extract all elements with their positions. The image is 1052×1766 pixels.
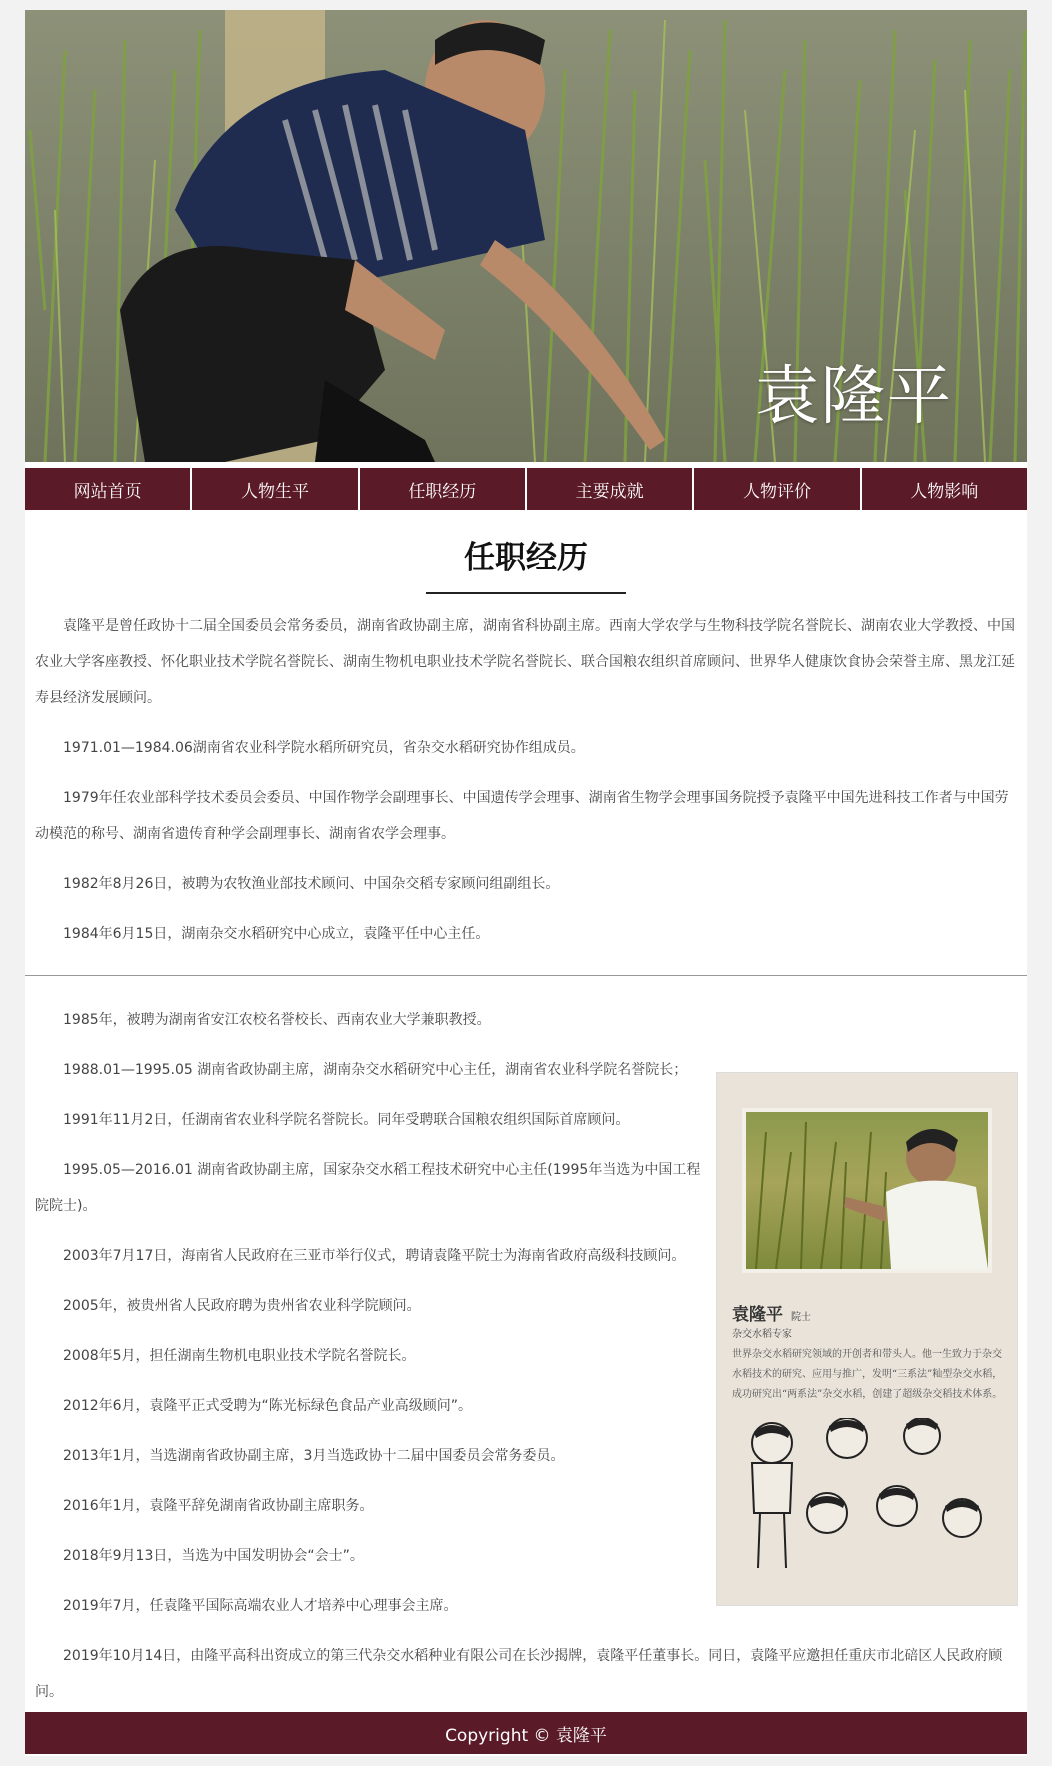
title-underline [426, 592, 626, 594]
poster-image [717, 1073, 1017, 1605]
paragraph: 2008年5月，担任湖南生物机电职业技术学院名誉院长。 [63, 1348, 416, 1364]
paragraph: 1985年，被聘为湖南省安江农校名誉校长、西南农业大学兼职教授。 [63, 1012, 491, 1028]
paragraph: 1995.05—2016.01 湖南省政协副主席，国家杂交水稻工程技术研究中心主任(1995年当选为中国工程院院士)。 [35, 1162, 701, 1214]
paragraph: 1984年6月15日，湖南杂交水稻研究中心成立，袁隆平任中心主任。 [63, 926, 490, 942]
career-intro-block [35, 608, 1017, 966]
nav-item-influence[interactable]: 人物影响 [862, 468, 1027, 510]
copyright-text: Copyright © 袁隆平 [445, 1725, 607, 1746]
paragraph: 1971.01—1984.06湖南省农业科学院水稻所研究员，省杂交水稻研究协作组成员。 [63, 740, 585, 756]
main-navigation [25, 468, 1027, 510]
cartoon-portraits [732, 1418, 1002, 1588]
nav-item-career[interactable]: 任职经历 [360, 468, 527, 510]
paragraph: 2013年1月，当选湖南省政协副主席，3月当选政协十二届中国委员会常务委员。 [63, 1448, 565, 1464]
nav-item-evaluation[interactable]: 人物评价 [694, 468, 861, 510]
career-timeline-block [35, 1002, 1017, 1724]
paragraph: 1988.01—1995.05 湖南省政协副主席，湖南杂交水稻研究中心主任，湖南省农业科学院名誉院长； [63, 1062, 688, 1078]
paragraph: 1982年8月26日，被聘为农牧渔业部技术顾问、中国杂交稻专家顾问组副组长。 [63, 876, 560, 892]
paragraph: 2019年7月，任袁隆平国际高端农业人才培养中心理事会主席。 [63, 1598, 458, 1614]
footer [25, 1712, 1027, 1754]
poster-badge: 院士 [791, 1312, 811, 1323]
page-container [25, 10, 1027, 1756]
paragraph: 1979年任农业部科学技术委员会委员、中国作物学会副理事长、中国遗传学会理事、湖南省生物学会理事国务院授予袁隆平中国先进科技工作者与中国劳动模范的称号、湖南省遗传育种学会副理事长、湖南省农学会理事。 [35, 790, 1009, 842]
rice-inspection-photo [746, 1112, 988, 1269]
nav-item-achievements[interactable]: 主要成就 [527, 468, 694, 510]
paragraph: 2012年6月，袁隆平正式受聘为“陈光标绿色食品产业高级顾问”。 [63, 1398, 473, 1414]
paragraph: 2018年9月13日，当选为中国发明协会“会士”。 [63, 1548, 364, 1564]
poster-name-text: 袁隆平 [732, 1305, 783, 1325]
poster-name [732, 1300, 811, 1325]
paragraph: 袁隆平是曾任政协十二届全国委员会常务委员，湖南省政协副主席，湖南省科协副主席。西南大学农学与生物科技学院名誉院长、湖南农业大学教授、中国农业大学客座教授、怀化职业技术学院名誉院长、湖南生物机电职业技术学院名誉院长、联合国粮农组织首席顾问、世界华人健康饮食协会荣誉主席、黑龙江延寿县经济发展顾问。 [35, 618, 1015, 706]
nav-item-home[interactable]: 网站首页 [25, 468, 192, 510]
poster-photo [742, 1108, 992, 1273]
poster-description: 世界杂交水稻研究领域的开创者和带头人。他一生致力于杂交水稻技术的研究、应用与推广，发明“三系法”籼型杂交水稻，成功研究出“两系法”杂交水稻，创建了超级杂交稻技术体系。 [732, 1349, 1003, 1400]
page-title: 任职经历 [464, 540, 588, 576]
paragraph: 2005年，被贵州省人民政府聘为贵州省农业科学院顾问。 [63, 1298, 421, 1314]
paragraph: 2003年7月17日，海南省人民政府在三亚市举行仪式，聘请袁隆平院士为海南省政府高级科技顾问。 [63, 1248, 686, 1264]
poster-subtitle: 杂交水稻专家 [732, 1329, 792, 1340]
nav-item-life[interactable]: 人物生平 [192, 468, 359, 510]
paragraph: 2016年1月，袁隆平辞免湖南省政协副主席职务。 [63, 1498, 374, 1514]
paragraph: 2019年10月14日，由隆平高科出资成立的第三代杂交水稻种业有限公司在长沙揭牌，袁隆平任董事长。同日，袁隆平应邀担任重庆市北碚区人民政府顾问。 [35, 1648, 1003, 1700]
banner-title: 袁隆平 [755, 360, 953, 434]
section-divider [25, 975, 1027, 976]
paragraph: 1991年11月2日，任湖南省农业科学院名誉院长。同年受聘联合国粮农组织国际首席顾问。 [63, 1112, 630, 1128]
hero-banner-photo [25, 10, 1027, 462]
